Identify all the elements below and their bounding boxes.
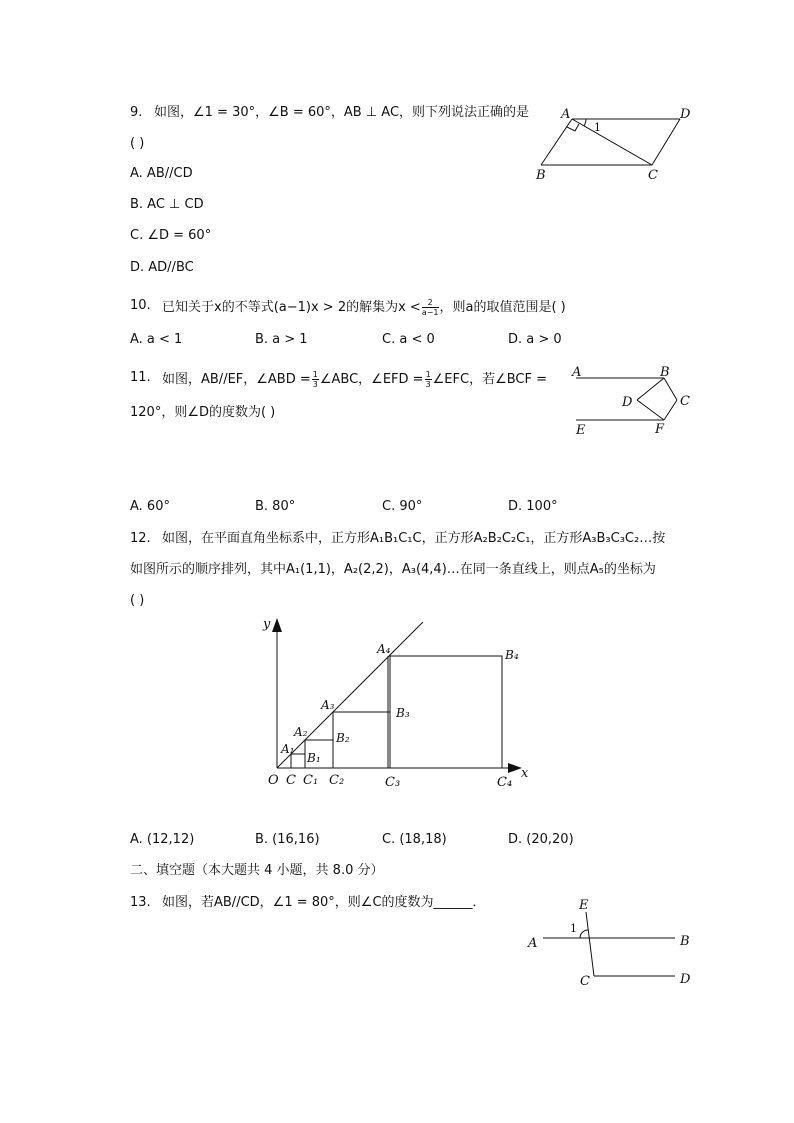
q10-option-a: A. a < 1 (130, 332, 183, 347)
q9-label-a: A (561, 107, 571, 122)
q11-frac2-den: 3 (425, 380, 431, 389)
q11-label-e: E (576, 423, 586, 438)
q13-label-e: E (579, 898, 589, 913)
q11-frac2-num: 1 (425, 370, 431, 379)
q9-stem: 如图，∠1 = 30°，∠B = 60°，AB ⊥ AC，则下列说法正确的是 (154, 105, 530, 120)
q11-stem-c: ∠EFC，若∠BCF = (432, 372, 548, 387)
q11-label-f: F (655, 422, 665, 437)
q9-number: 9. (130, 105, 143, 120)
q13-number: 13. (130, 895, 151, 910)
q12-label-a4: A₄ (377, 642, 391, 656)
q12-label-a3: A₃ (321, 698, 335, 712)
q12-label-c2: C₂ (329, 773, 345, 788)
q11-option-a: A. 60° (130, 499, 170, 514)
q10-option-c: C. a < 0 (382, 332, 435, 347)
q12-label-b1: B₁ (307, 751, 321, 765)
q12-label-c1: C₁ (303, 773, 319, 788)
q9-option-b: B. AC ⊥ CD (130, 197, 204, 212)
q12-label-y: y (263, 617, 271, 632)
q11-stem-b: ∠ABC，∠EFD = (319, 372, 424, 387)
q11-label-a: A (572, 365, 582, 380)
q10-option-d: D. a > 0 (508, 332, 562, 347)
q11-stem-a: 如图，AB//EF，∠ABD = (162, 372, 311, 387)
q12-label-o: O (268, 773, 279, 788)
q9-option-c: C. ∠D = 60° (130, 228, 212, 243)
q11-option-c: C. 90° (382, 499, 423, 514)
q9-label-c: C (648, 168, 658, 183)
q13-label-b: B (680, 934, 690, 949)
q12-number: 12. (130, 531, 151, 546)
q12-stem-line1: 如图，在平面直角坐标系中，正方形A₁B₁C₁C，正方形A₂B₂C₂C₁，正方形A₃B₃C₃C₂…按 (162, 531, 666, 546)
q12-paren: ( ) (130, 593, 145, 608)
q9-label-d: D (680, 107, 691, 122)
q11-frac1-num: 1 (312, 370, 318, 379)
q11-stem-line2: 120°，则∠D的度数为( ) (130, 405, 276, 420)
q11-frac1-den: 3 (312, 380, 318, 389)
q12-label-c3: C₃ (385, 775, 401, 790)
q12-label-x: x (521, 766, 529, 781)
q9-option-a: A. AB//CD (130, 166, 193, 181)
q9-option-d: D. AD//BC (130, 260, 194, 275)
q13-transversal-ec (586, 912, 594, 976)
q10-option-b: B. a > 1 (255, 332, 308, 347)
q13-label-a: A (528, 936, 538, 951)
q12-label-b2: B₂ (336, 731, 350, 745)
q12-label-c: C (286, 773, 296, 788)
q12-option-a: A. (12,12) (130, 832, 195, 847)
q11-label-b: B (660, 365, 670, 380)
q9-paren: ( ) (130, 136, 145, 151)
section2-title: 二、填空题（本大题共 4 小题，共 8.0 分） (130, 863, 384, 878)
q11-option-b: B. 80° (255, 499, 296, 514)
q10-stem-a: 已知关于x的不等式(a−1)x > 2的解集为x < (162, 300, 421, 315)
q12-label-b4: B₄ (505, 648, 519, 662)
q11-option-d: D. 100° (508, 499, 558, 514)
q13-angle1-arc (580, 930, 588, 938)
q12-option-c: C. (18,18) (382, 832, 447, 847)
q13-label-c: C (580, 974, 590, 989)
q13-stem: 如图，若AB//CD，∠1 = 80°，则∠C的度数为______． (162, 895, 486, 910)
q12-option-b: B. (16,16) (255, 832, 320, 847)
q13-label-d: D (680, 972, 691, 987)
q12-label-b3: B₃ (396, 706, 410, 720)
q12-label-c4: C₄ (497, 775, 513, 790)
q12-label-a1: A₁ (281, 742, 295, 756)
q10-frac-num: 2 (422, 298, 439, 308)
q12-stem-line2: 如图所示的顺序排列，其中A₁(1,1)，A₂(2,2)，A₃(4,4)…在同一条直线上，则点A₅的坐标为 (130, 562, 656, 577)
q13-label-1: 1 (570, 922, 577, 935)
q11-number: 11. (130, 370, 151, 385)
q11-label-d: D (622, 395, 633, 410)
q10-frac-den: a−1 (421, 308, 439, 317)
q12-option-d: D. (20,20) (508, 832, 574, 847)
q9-label-1: 1 (594, 121, 601, 134)
q9-label-b: B (536, 168, 546, 183)
q12-label-a2: A₂ (294, 725, 308, 739)
q10-stem-b: ，则a的取值范围是( ) (439, 300, 566, 315)
q11-label-c: C (680, 394, 690, 409)
q10-number: 10. (130, 298, 151, 313)
